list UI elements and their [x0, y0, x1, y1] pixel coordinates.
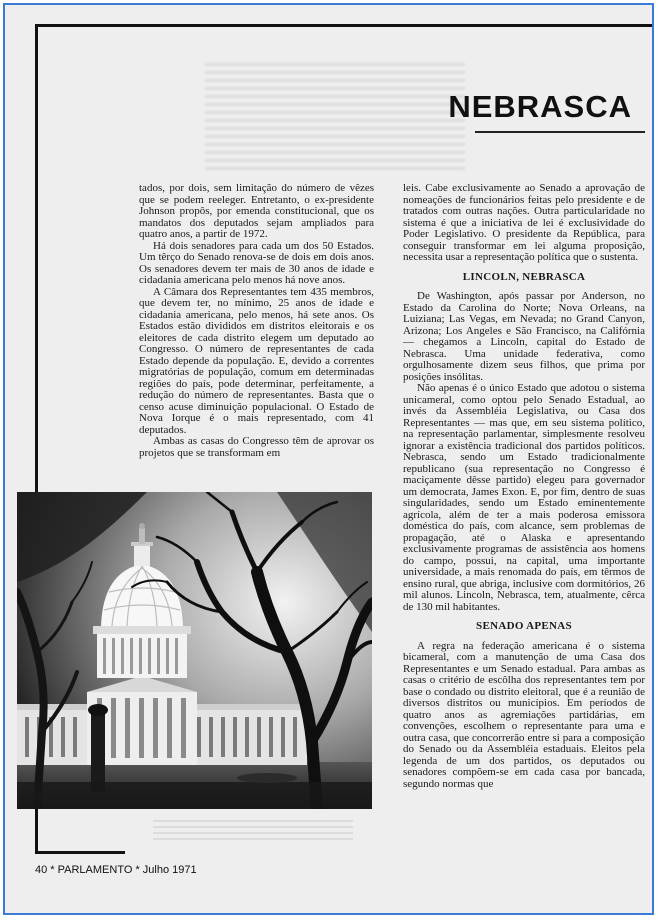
- section-heading-lincoln: LINCOLN, NEBRASCA: [462, 270, 586, 283]
- right-intro-paragraph: leis. Cabe exclusivamente ao Senado a aprovação de nomeações de funcionários feitas pelo presidente e de tratados com outras nações. Outra particularidade no sistema é que a iniciativa de lei é exclusividade do Poder Legislativo. O presidente da República, para conseguir transformar em lei alguma proposição, necessita usar a representação política que o sustenta.: [403, 182, 645, 263]
- frame-rule-top: [35, 24, 654, 27]
- headline-rule: [475, 131, 645, 133]
- capitol-night-illustration: [17, 492, 372, 809]
- magazine-page: [3, 3, 654, 915]
- bleed-through-text: [153, 820, 353, 840]
- right-text-column: [403, 183, 645, 790]
- right-paragraph: Não apenas é o único Estado que adotou o sistema unicameral, como optou pelo Senado Estadual, ao invés da Assembléia Legislativa, ou Casa dos Representantes — mas que, em seu sistema político, na representação parlamentar, simplesmente resolveu ignorar a existência tradicional dos partidos políticos. Nebrasca, sendo um Estado tradicionalmente republicano (sua representação no Congresso é maciçamente dêsse partido) elegeu para governador um democrata, James Exon. E, por fim, dentro de suas singularidades, sendo um Estado eminentemente agrícola, além de ter a mais poderosa emissora doméstica do país, com alcance, sem problemas de propagação, até o Alaska e apresentando exclusivamente programas de assistência aos homens do campo, possui, na capital, uma importante universidade, a mais renomada do país, em têrmos de ensino rural, que abriga, inclusive com dormitórios, 26 mil alunos. Lincoln, Nebrasca, tem, atualmente, cêrca de 130 mil habitantes.: [403, 382, 645, 613]
- right-paragraph: A regra na federação americana é o sistema bicameral, com a manutenção de uma Casa dos Representantes e um Senado estadual. Para ambas as casas o critério de escôlha dos representantes tem por base o condado ou distrito eleitoral, que é a reunião de diversos distritos ou municípios. Em períodos de quatro anos as agremiações partidárias, em convenções, escolhem o representante para uma e outra casa, que concorrerão entre si para a composição do Senado ou da Assembléia estaduais. Eleitos pela legenda de um dos partidos, os deputados ou senadores compõem-se em cada casa por bancada, segundo normas que: [403, 639, 645, 790]
- left-paragraph: tados, por dois, sem limitação do número de vêzes que se podem reeleger. Entretanto, o ex-presidente Johnson propôs, por emenda constitucional, que os mandatos dos deputados sejam ampliados para quatro anos, a partir de 1972.: [139, 182, 374, 240]
- right-paragraph: De Washington, após passar por Anderson, no Estado da Carolina do Norte; Nova Orleans, na Luiziana; Las Vegas, em Nevada; no Grand Canyon, Arizona; Los Angeles e São Francisco, na Califórnia — chegamos a Lincoln, capital do Estado de Nebrasca. Uma unidade federativa, como orgulhosamente dizem seus filhos, que prima por posições insólitas.: [403, 290, 645, 383]
- page-footer: 40 * PARLAMENTO * Julho 1971: [35, 864, 197, 876]
- bleed-through-shadow: [205, 60, 465, 170]
- left-text-column: [139, 183, 374, 459]
- left-paragraph: Há dois senadores para cada um dos 50 Estados. Um têrço do Senado renova-se de dois em dois anos. Os senadores devem ter mais de 30 anos de idade e cidadania americana pelo menos há nove anos.: [139, 239, 374, 286]
- left-paragraph: Ambas as casas do Congresso têm de aprovar os projetos que se transformam em: [139, 435, 374, 459]
- capitol-photo: [17, 492, 372, 809]
- section-heading-senado: SENADO APENAS: [476, 620, 572, 632]
- left-paragraph: A Câmara dos Representantes tem 435 membros, que devem ter, no mínimo, 25 anos de idade e cidadania americana, pelo menos, há sete anos. Os Estados estão divididos em distritos eleitorais e os eleitores de cada distrito elegem um deputado ao Congresso. O número de representantes de cada Estado depende da população. E, devido a correntes migratórias de população, comum em determinadas regiões do país, pode determinar, perfeitamente, a redução do número de representantes. Basta que o censo acuse diminuição populacional. O Estado de Nova Iorque é o mais representado, com 41 deputados.: [139, 285, 374, 436]
- frame-rule-bottom: [35, 851, 125, 854]
- article-headline: NEBRASCA: [448, 89, 632, 124]
